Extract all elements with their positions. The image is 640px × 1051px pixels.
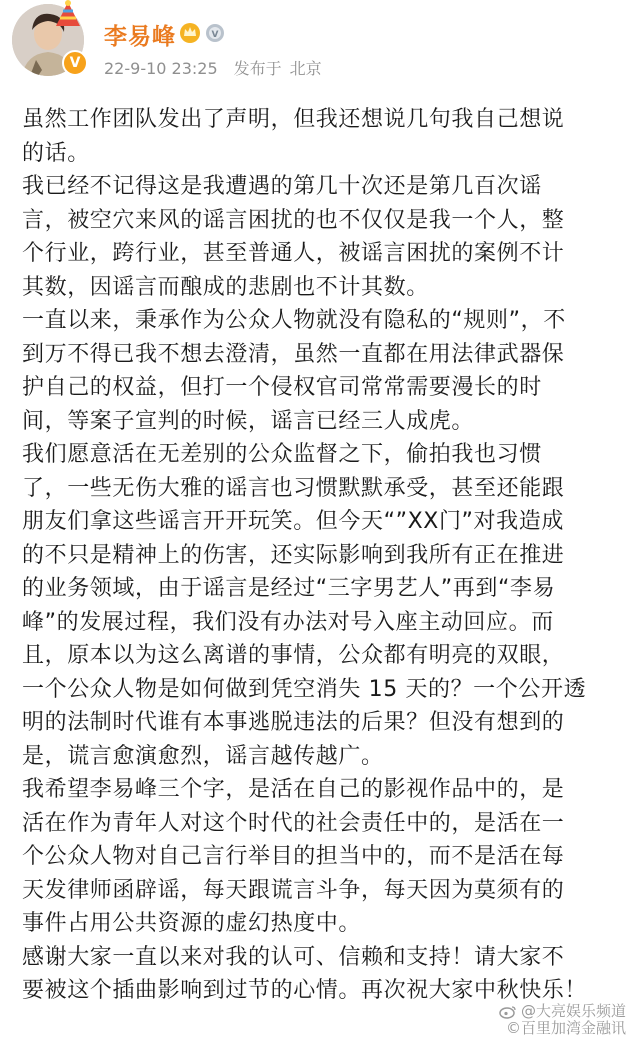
post-text-line: 虽然工作团队发出了声明，但我还想说几句我自己想说: [22, 107, 565, 132]
post-text-line: 朋友们拿这些谣言开开玩笑。但今天“”XX门”对我造成: [22, 509, 564, 534]
post-text-line: 且，原本以为这么离谱的事情，公众都有明亮的双眼，: [22, 643, 565, 668]
post-location: 北京: [289, 59, 322, 78]
post-text-line: 的不只是精神上的伤害，还实际影响到我所有正在推进: [22, 542, 565, 568]
post-text-line: 个公众人物对自己言行举目的担当中的，而不是活在每: [22, 844, 565, 869]
post-body: [22, 103, 632, 1008]
weibo-icon: [499, 1005, 517, 1019]
post-text-line: 活在作为青年人对这个时代的社会责任中的，是活在一: [22, 810, 565, 836]
watermark-account: @大亮娱乐频道: [520, 1002, 626, 1020]
post-text-line: 言，被空穴来风的谣言困扰的也不仅仅是我一个人，整: [22, 207, 565, 233]
post-header: [0, 0, 640, 92]
post-text-line: 一个公众人物是如何做到凭空消失 15 天的？一个公开透: [22, 676, 587, 702]
post-text-line: 峰”的发展过程，我们没有办法对号入座主动回应。而: [22, 609, 554, 635]
verified-badge-icon: V: [62, 50, 88, 76]
post-text-line: 我希望李易峰三个字，是活在自己的影视作品中的，是: [22, 777, 565, 802]
crown-icon[interactable]: [178, 22, 202, 44]
post-text-line: 的话。: [22, 140, 90, 166]
watermark-subtext: ©百里加湾金融讯: [505, 1019, 626, 1037]
post-text-line: 我已经不记得这是我遭遇的第几十次还是第几百次谣: [22, 174, 542, 199]
watermark: [499, 1003, 626, 1037]
post-text-line: 到万不得已我不想去澄清，虽然一直都在用法律武器保: [22, 341, 565, 367]
post-meta: [104, 56, 338, 79]
post-text-line: 其数，因谣言而酿成的悲剧也不计其数。: [22, 274, 429, 300]
post-text-line: 感谢大家一直以来对我的认可、信赖和支持！请大家不: [22, 944, 565, 970]
post-text-line: 明的法制时代谁有本事逃脱违法的后果？但没有想到的: [22, 710, 565, 735]
post-text-line: 间，等案子宣判的时候，谣言已经三人成虎。: [22, 408, 475, 434]
post-text-line: 的业务领域，由于谣言是经过“三字男艺人”再到“李易: [22, 576, 556, 601]
party-hat-icon: [50, 0, 86, 30]
post-text-line: 了，一些无伤大雅的谣言也习惯默默承受，甚至还能跟: [22, 475, 565, 501]
post-text-line: 我们愿意活在无差别的公众监督之下，偷拍我也习惯: [22, 442, 542, 467]
post-text-line: 是，谎言愈演愈烈，谣言越传越广。: [22, 743, 384, 769]
post-text-line: 护自己的权益，但打一个侵权官司常常需要漫长的时: [22, 375, 542, 400]
author-name[interactable]: 李易峰: [104, 24, 176, 50]
post-text-line: 天发律师函辟谣，每天跟谎言斗争，每天因为莫须有的: [22, 877, 565, 903]
post-text-line: 事件占用公共资源的虚幻热度中。: [22, 911, 362, 936]
svg-text:V: V: [211, 30, 219, 40]
post-text-line: 要被这个插曲影响到过节的心情。再次祝大家中秋快乐！: [22, 978, 588, 1003]
post-timestamp: 22-9-10 23:25: [104, 59, 218, 78]
post-text-line: 个行业，跨行业，甚至普通人，被谣言困扰的案例不计: [22, 241, 565, 266]
post-location-prefix: 发布于: [233, 59, 282, 78]
post-text-line: 一直以来，秉承作为公众人物就没有隐私的“规则”，不: [22, 308, 566, 333]
medal-icon[interactable]: [205, 23, 225, 43]
